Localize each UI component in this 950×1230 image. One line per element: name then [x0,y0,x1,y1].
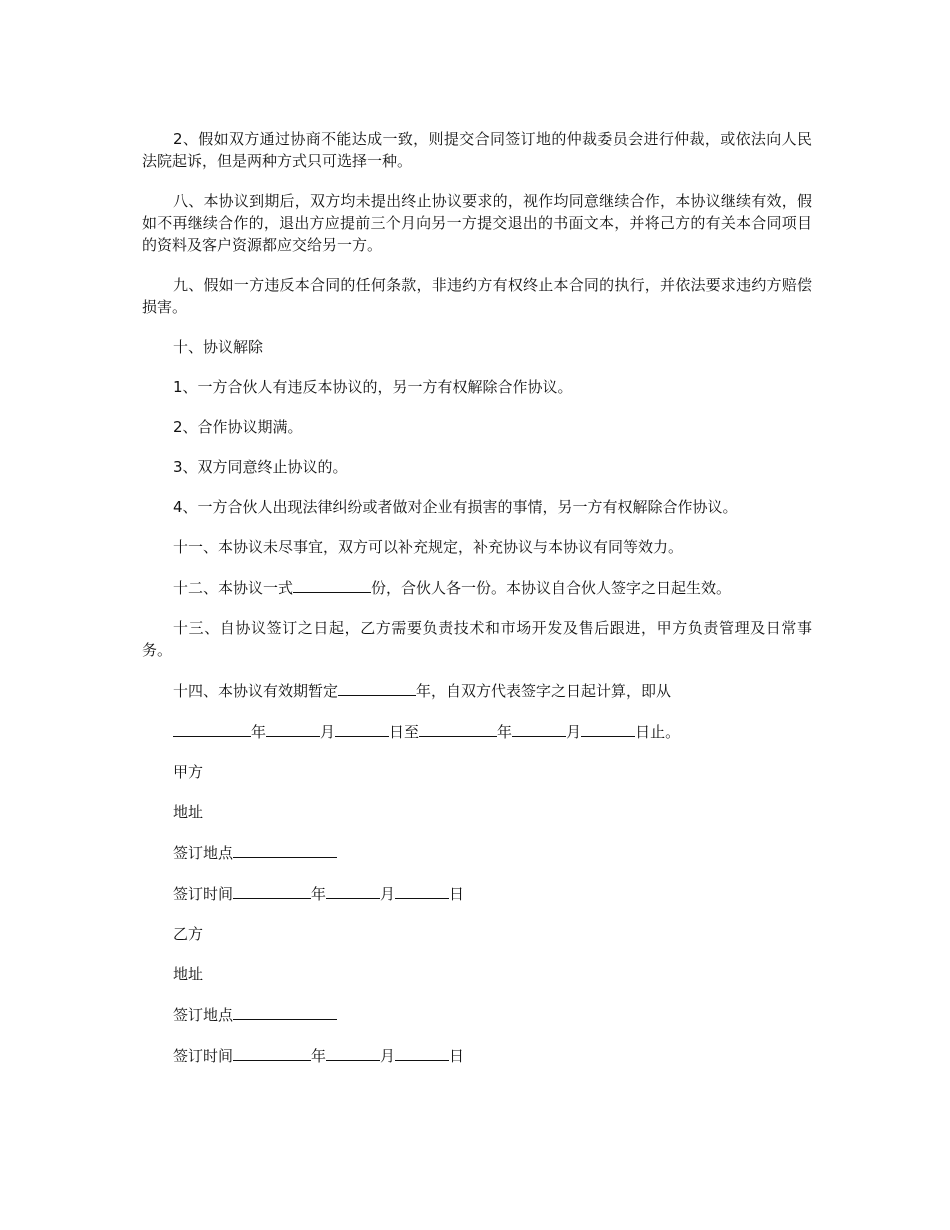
party-a-place-blank[interactable] [233,841,337,858]
start-month-blank[interactable] [266,720,320,737]
party-b-year-label: 年 [311,1047,327,1065]
end-month-blank[interactable] [512,720,566,737]
clause-12-text-post: 份，合伙人各一份。本协议自合伙人签字之日起生效。 [371,579,732,597]
clause-12 [142,576,812,599]
party-b-place-blank[interactable] [233,1003,337,1020]
clause-14-text-pre: 十四、本协议有效期暂定 [173,682,339,700]
party-b-day-label: 日 [449,1047,465,1065]
party-b-place-line [142,1003,812,1026]
party-a-time-label: 签订时间 [173,885,234,903]
clause-10-4: 4、一方合伙人出现法律纠纷或者做对企业有损害的事情，另一方有权解除合作协议。 [173,498,738,516]
party-a-year-blank[interactable] [233,882,311,899]
party-b-month-label: 月 [380,1047,396,1065]
document-page [142,128,812,1085]
clause-10-3: 3、双方同意终止协议的。 [173,458,348,476]
party-a-day-label: 日 [449,885,465,903]
clause-10-1: 1、一方合伙人有违反本协议的，另一方有权解除合作协议。 [173,378,573,396]
day-to-label: 日至 [389,723,420,741]
clause-14-text-post: 年，自双方代表签字之日起计算，即从 [416,682,672,700]
clause-8: 八、本协议到期后，双方均未提出终止协议要求的，视作均同意继续合作，本协议继续有效，假如不再继续合作的，退出方应提前三个月向另一方提交退出的书面文本，并将己方的有关本合同项目的资料及客户资源都应交给另一方。 [142,192,812,254]
party-a-year-label: 年 [311,885,327,903]
party-b-time-line [142,1044,812,1067]
clause-14 [142,679,812,702]
end-year-blank[interactable] [419,720,497,737]
validity-period-line [142,720,812,743]
party-a-place-label: 签订地点 [173,844,234,862]
party-a-day-blank[interactable] [395,882,449,899]
party-a-time-line [142,882,812,905]
clause-12-text-pre: 十二、本协议一式 [173,579,294,597]
clause-11: 十一、本协议未尽事宜，双方可以补充规定，补充协议与本协议有同等效力。 [173,538,684,556]
clause-10-heading: 十、协议解除 [173,338,264,356]
party-b-time-label: 签订时间 [173,1047,234,1065]
party-a-place-line [142,841,812,864]
party-b-title: 乙方 [173,925,204,943]
validity-years-blank[interactable] [338,679,416,696]
party-a-month-label: 月 [380,885,396,903]
year-label: 年 [251,723,267,741]
party-b-month-blank[interactable] [326,1044,380,1061]
end-day-blank[interactable] [581,720,635,737]
month-label-2: 月 [566,723,582,741]
clause-13: 十三、自协议签订之日起，乙方需要负责技术和市场开发及售后跟进，甲方负责管理及日常事务。 [142,619,812,659]
party-b-address-label: 地址 [173,965,204,983]
clause-10-2: 2、合作协议期满。 [173,418,303,436]
copies-blank[interactable] [293,576,371,593]
start-year-blank[interactable] [173,720,251,737]
year-label-2: 年 [497,723,513,741]
start-day-blank[interactable] [335,720,389,737]
party-a-address-label: 地址 [173,803,204,821]
clause-9: 九、假如一方违反本合同的任何条款，非违约方有权终止本合同的执行，并依法要求违约方赔偿损害。 [142,276,812,316]
party-a-title: 甲方 [173,763,204,781]
party-a-month-blank[interactable] [326,882,380,899]
party-b-day-blank[interactable] [395,1044,449,1061]
party-b-year-blank[interactable] [233,1044,311,1061]
day-end-label: 日止。 [635,723,681,741]
party-b-place-label: 签订地点 [173,1006,234,1024]
month-label: 月 [320,723,336,741]
clause-7-2: 2、假如双方通过协商不能达成一致，则提交合同签订地的仲裁委员会进行仲裁，或依法向人民法院起诉，但是两种方式只可选择一种。 [142,130,812,170]
